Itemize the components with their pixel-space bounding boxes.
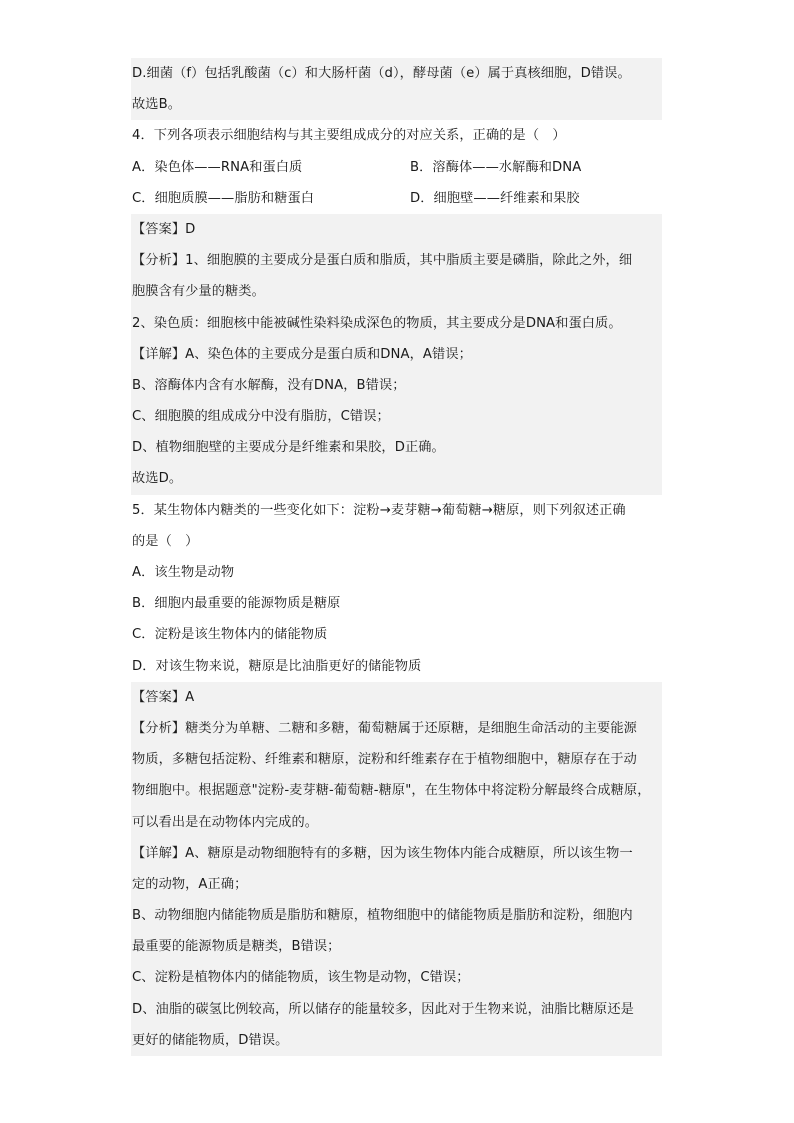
question-line: B．细胞内最重要的能源物质是糖原 — [132, 596, 341, 612]
explanation-line: D.细菌（f）包括乳酸菌（c）和大肠杆菌（d），酵母菌（e）属于真核细胞，D错误。 — [131, 58, 662, 89]
explanation-line: 故选D。 — [131, 463, 662, 494]
option-text: D．细胞壁——纤维素和果胶 — [410, 190, 580, 206]
document-body — [131, 58, 662, 1056]
question-line: 的是（ ） — [132, 533, 199, 549]
question-line: 4．下列各项表示细胞结构与其主要组成成分的对应关系，正确的是（ ） — [132, 128, 566, 144]
explanation-line: C、细胞膜的组成成分中没有脂肪，C错误； — [131, 401, 662, 432]
question-line: C．淀粉是该生物体内的储能物质 — [132, 627, 328, 643]
explanation-line: 物细胞中。根据题意"淀粉-麦芽糖-葡萄糖-糖原"，在生物体中将淀粉分解最终合成糖原， — [131, 775, 662, 806]
option-row — [131, 183, 662, 214]
explanation-line: 定的动物，A正确； — [131, 869, 662, 900]
explanation-line: 2、染色质：细胞核中能被碱性染料染成深色的物质，其主要成分是DNA和蛋白质。 — [131, 308, 662, 339]
explanation-line: 故选B。 — [131, 89, 662, 120]
explanation-line: B、溶酶体内含有水解酶，没有DNA，B错误； — [131, 370, 662, 401]
question-line: D．对该生物来说，糖原是比油脂更好的储能物质 — [132, 658, 422, 674]
option-row — [131, 152, 662, 183]
explanation-line: 【分析】1、细胞膜的主要成分是蛋白质和脂质，其中脂质主要是磷脂，除此之外，细 — [131, 245, 662, 276]
question-line: A．该生物是动物 — [132, 565, 235, 580]
explanation-line: 物质，多糖包括淀粉、纤维素和糖原，淀粉和纤维素存在于植物细胞中，糖原存在于动 — [131, 744, 662, 775]
explanation-line: 【答案】D — [131, 214, 662, 245]
explanation-line: 【分析】糖类分为单糖、二糖和多糖，葡萄糖属于还原糖，是细胞生命活动的主要能源 — [131, 713, 662, 744]
option-text: B．溶酶体——水解酶和DNA — [410, 159, 582, 175]
explanation-line: 【答案】A — [131, 682, 662, 713]
explanation-line: D、油脂的碳氢比例较高，所以储存的能量较多，因此对于生物来说，油脂比糖原还是 — [131, 994, 662, 1025]
explanation-line: D、植物细胞壁的主要成分是纤维素和果胶，D正确。 — [131, 432, 662, 463]
explanation-line: B、动物细胞内储能物质是脂肪和糖原，植物细胞中的储能物质是脂肪和淀粉，细胞内 — [131, 900, 662, 931]
explanation-line: C、淀粉是植物体内的储能物质，该生物是动物，C错误； — [131, 962, 662, 993]
option-text: A．染色体——RNA和蛋白质 — [132, 159, 303, 175]
explanation-line: 可以看出是在动物体内完成的。 — [131, 807, 662, 838]
explanation-line: 最重要的能源物质是糖类，B错误； — [131, 931, 662, 962]
explanation-line: 更好的储能物质，D错误。 — [131, 1025, 662, 1056]
explanation-line: 胞膜含有少量的糖类。 — [131, 276, 662, 307]
option-text: C．细胞质膜——脂肪和糖蛋白 — [132, 190, 315, 206]
explanation-line: 【详解】A、染色体的主要成分是蛋白质和DNA，A错误； — [131, 339, 662, 370]
question-line: 5．某生物体内糖类的一些变化如下：淀粉→麦芽糖→葡萄糖→糖原，则下列叙述正确 — [132, 502, 626, 518]
explanation-line: 【详解】A、糖原是动物细胞特有的多糖，因为该生物体内能合成糖原，所以该生物一 — [131, 838, 662, 869]
